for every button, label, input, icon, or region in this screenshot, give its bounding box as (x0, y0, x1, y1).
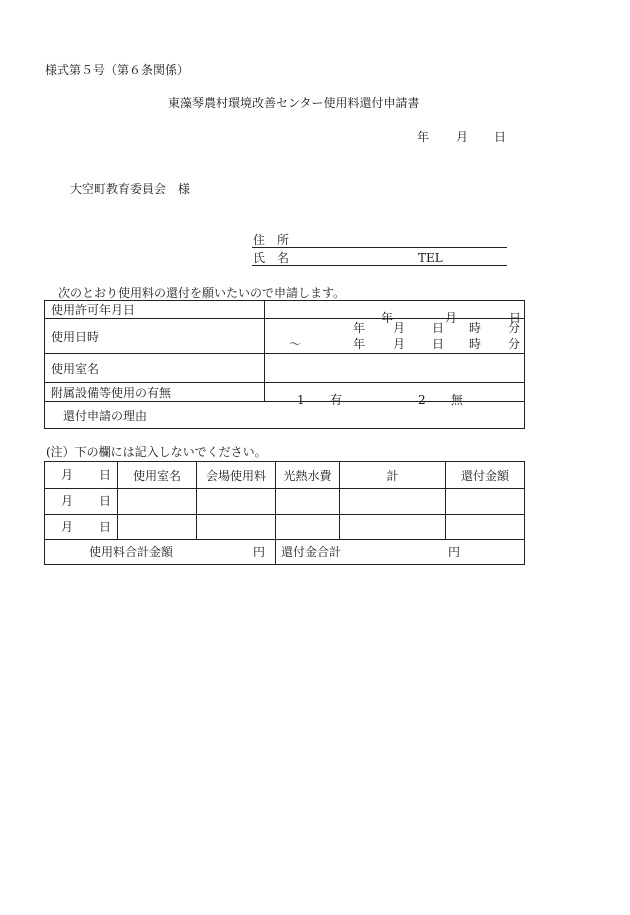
row-hall-fee[interactable] (197, 515, 276, 540)
row-month: 月 (61, 494, 74, 508)
row-day: 日 (99, 494, 112, 508)
header-month: 月 (61, 468, 74, 482)
end-day: 日 (432, 337, 445, 351)
row-day: 日 (99, 520, 112, 534)
name-label: 氏 名 (253, 251, 290, 265)
reason-label: 還付申請の理由 (63, 408, 148, 423)
row-total[interactable] (340, 515, 446, 540)
start-minute: 分 (508, 321, 521, 335)
table-row (45, 515, 525, 540)
tel-label: TEL (418, 251, 443, 265)
end-year: 年 (353, 337, 366, 351)
header-day: 日 (99, 468, 112, 482)
address-field[interactable] (252, 247, 507, 248)
row-utility-fee[interactable] (276, 489, 340, 515)
permit-year: 年 (381, 310, 394, 325)
room-label: 使用室名 (45, 354, 265, 383)
application-table (44, 300, 525, 429)
row-date[interactable] (45, 489, 118, 515)
use-datetime-label: 使用日時 (45, 319, 265, 354)
refund-total-label: 還付金合計 (281, 545, 342, 559)
equipment-label: 附属設備等使用の有無 (45, 383, 265, 402)
option-1-number: 1 (297, 393, 305, 407)
fee-table (44, 461, 525, 565)
date-month: 月 (456, 130, 469, 144)
permit-date-value[interactable] (265, 301, 525, 325)
date-day: 日 (494, 130, 507, 144)
header-refund: 還付金額 (446, 462, 525, 489)
refund-total-cell[interactable] (276, 540, 525, 565)
fee-total-cell[interactable] (45, 540, 276, 565)
fee-total-label: 使用料合計金額 (89, 545, 174, 559)
start-month: 月 (393, 321, 406, 335)
equipment-value[interactable] (265, 383, 525, 407)
end-month: 月 (393, 337, 406, 351)
header-date (45, 462, 118, 489)
range-tilde: ～ (289, 337, 302, 351)
permit-date-label: 使用許可年月日 (45, 301, 265, 319)
end-minute: 分 (508, 337, 521, 351)
option-2-number: 2 (418, 393, 426, 407)
end-hour: 時 (469, 337, 482, 351)
address-label: 住 所 (253, 233, 290, 247)
permit-month: 月 (445, 310, 458, 325)
addressee: 大空町教育委員会 様 (70, 182, 191, 196)
start-day: 日 (432, 321, 445, 335)
header-hall-fee: 会場使用料 (197, 462, 276, 489)
row-refund[interactable] (446, 515, 525, 540)
row-total[interactable] (340, 489, 446, 515)
row-month: 月 (61, 520, 74, 534)
use-datetime-value[interactable] (265, 319, 525, 354)
form-title: 東藻琴農村環境改善センター使用料還付申請書 (168, 96, 420, 110)
row-hall-fee[interactable] (197, 489, 276, 515)
header-total: 計 (340, 462, 446, 489)
start-year: 年 (353, 321, 366, 335)
header-room: 使用室名 (118, 462, 197, 489)
row-date[interactable] (45, 515, 118, 540)
name-tel-field[interactable] (252, 265, 507, 266)
date-year: 年 (417, 130, 430, 144)
fee-total-unit: 円 (253, 545, 266, 559)
refund-total-unit: 円 (448, 545, 461, 559)
note-text: (注）下の欄には記入しないでください。 (46, 445, 267, 459)
row-room[interactable] (118, 515, 197, 540)
form-number: 様式第５号（第６条関係） (45, 63, 190, 77)
row-room[interactable] (118, 489, 197, 515)
row-refund[interactable] (446, 489, 525, 515)
option-1-label: 有 (330, 393, 343, 407)
header-utility-fee: 光熱水費 (276, 462, 340, 489)
start-hour: 時 (469, 321, 482, 335)
table-row (45, 489, 525, 515)
permit-day: 日 (509, 310, 522, 325)
room-value[interactable] (265, 354, 525, 383)
row-utility-fee[interactable] (276, 515, 340, 540)
intro-text: 次のとおり使用料の還付を願いたいので申請します。 (58, 286, 346, 300)
option-2-label: 無 (451, 393, 464, 407)
